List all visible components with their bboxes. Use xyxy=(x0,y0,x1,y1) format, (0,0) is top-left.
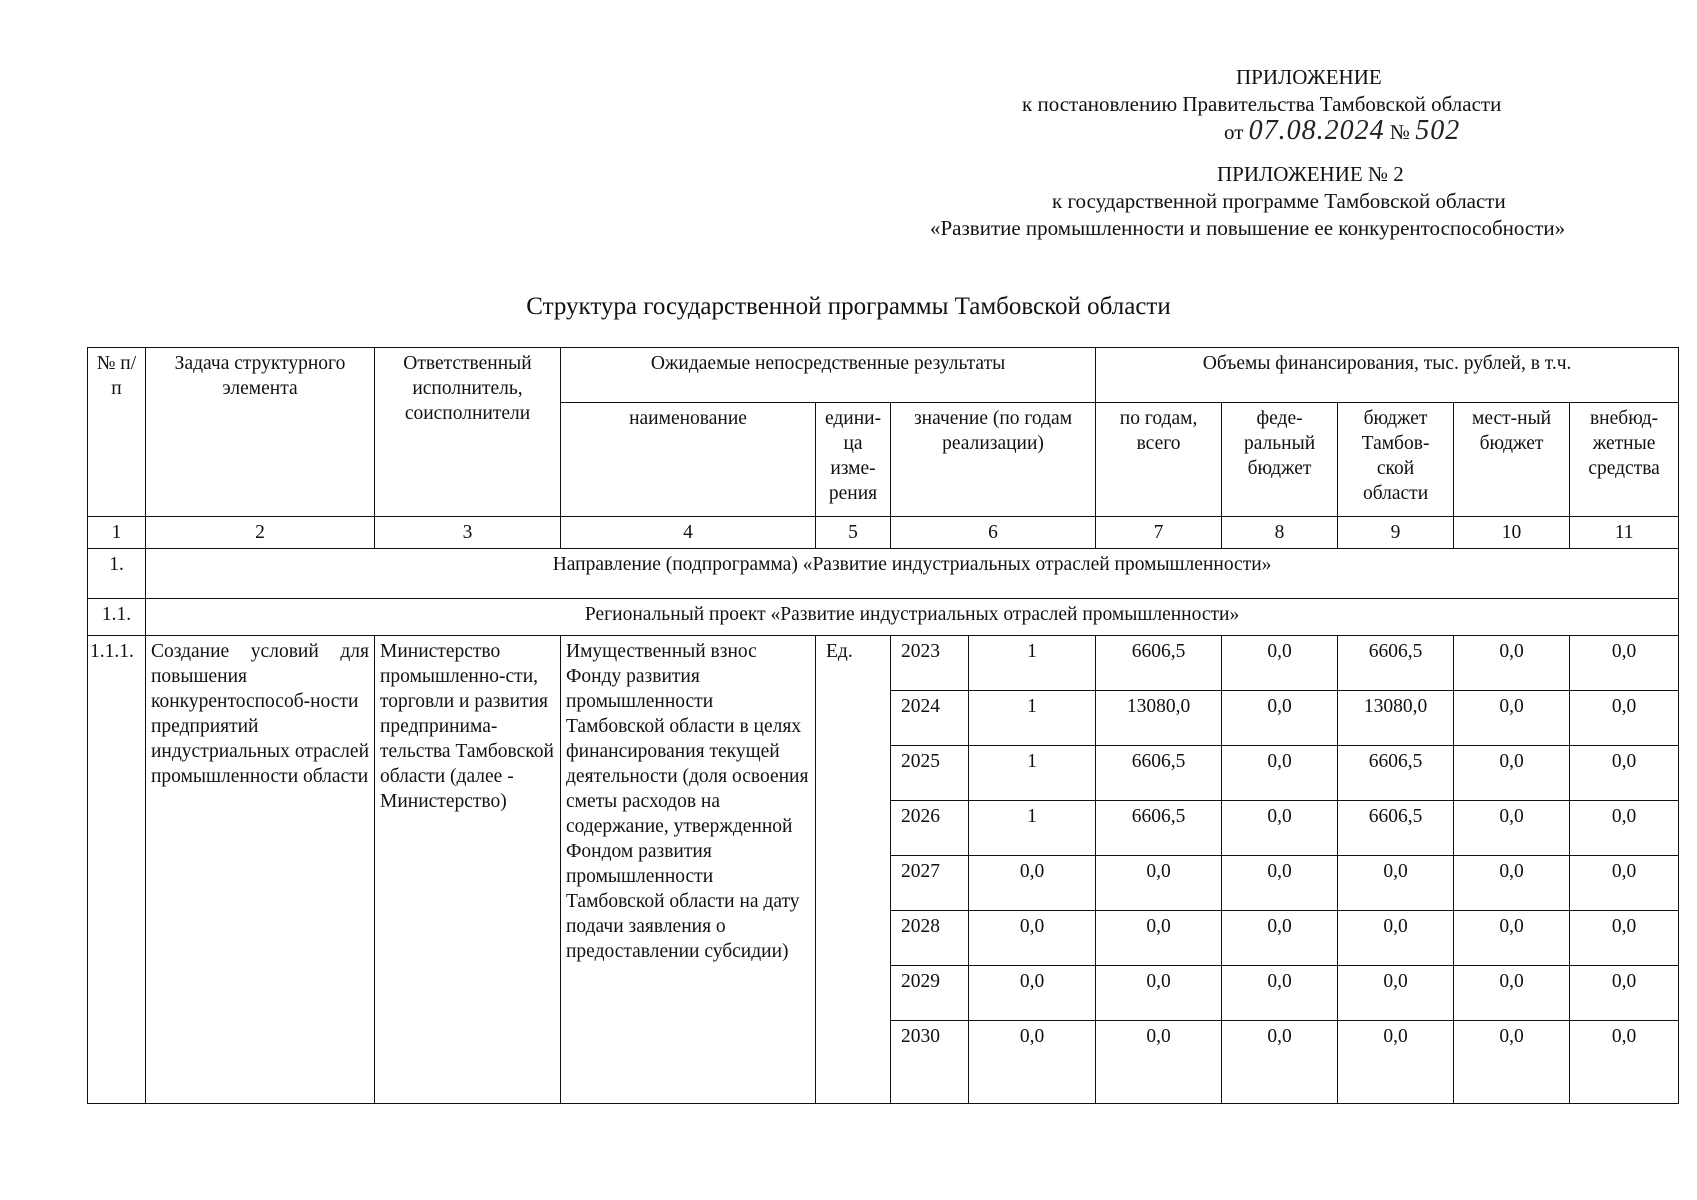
header-by-year: по годам, всего xyxy=(1096,403,1222,517)
program-name: «Развитие промышленности и повышение ее конкурентоспособности» xyxy=(930,216,1566,240)
table-row xyxy=(88,636,1679,691)
total-cell: 6606,5 xyxy=(1096,746,1222,801)
column-number: 1 xyxy=(88,517,146,549)
extra-cell: 0,0 xyxy=(1570,691,1679,746)
extra-cell: 0,0 xyxy=(1570,911,1679,966)
federal-cell: 0,0 xyxy=(1222,856,1338,911)
local-cell: 0,0 xyxy=(1454,856,1570,911)
regional-cell: 0,0 xyxy=(1338,1021,1454,1104)
column-number: 6 xyxy=(891,517,1096,549)
local-cell: 0,0 xyxy=(1454,911,1570,966)
handwritten-date: 07.08.2024 xyxy=(1248,115,1385,146)
column-number: 4 xyxy=(561,517,816,549)
federal-cell: 0,0 xyxy=(1222,801,1338,856)
header-unit: едини-ца изме-рения xyxy=(816,403,891,517)
column-number: 7 xyxy=(1096,517,1222,549)
extra-cell: 0,0 xyxy=(1570,856,1679,911)
subsection-title: Региональный проект «Развитие индустриальных отраслей промышленности» xyxy=(146,599,1679,636)
number-prefix: № xyxy=(1389,120,1410,144)
local-cell: 0,0 xyxy=(1454,1021,1570,1104)
local-cell: 0,0 xyxy=(1454,801,1570,856)
regional-cell: 0,0 xyxy=(1338,856,1454,911)
regional-cell: 0,0 xyxy=(1338,911,1454,966)
value-cell: 1 xyxy=(969,801,1096,856)
header-num: № п/п xyxy=(88,348,146,517)
handwritten-number: 502 xyxy=(1415,115,1461,146)
local-cell: 0,0 xyxy=(1454,966,1570,1021)
column-number: 3 xyxy=(375,517,561,549)
regional-cell: 13080,0 xyxy=(1338,691,1454,746)
total-cell: 0,0 xyxy=(1096,856,1222,911)
appendix-title: ПРИЛОЖЕНИЕ xyxy=(1236,65,1382,89)
year-cell: 2023 xyxy=(891,636,969,691)
column-numbers-row xyxy=(88,517,1679,549)
value-cell: 0,0 xyxy=(969,856,1096,911)
section-num: 1. xyxy=(88,549,146,599)
column-number: 9 xyxy=(1338,517,1454,549)
federal-cell: 0,0 xyxy=(1222,911,1338,966)
item-executor: Министерство промышленно-сти, торговли и развития предпринима-тельства Тамбовской области (далее - Министерство) xyxy=(375,636,561,1104)
value-cell: 1 xyxy=(969,746,1096,801)
year-cell: 2028 xyxy=(891,911,969,966)
header-federal: феде-ральный бюджет xyxy=(1222,403,1338,517)
regional-cell: 6606,5 xyxy=(1338,746,1454,801)
column-number: 5 xyxy=(816,517,891,549)
extra-cell: 0,0 xyxy=(1570,966,1679,1021)
column-number: 10 xyxy=(1454,517,1570,549)
document-title: Структура государственной программы Тамбовской области xyxy=(526,293,1171,320)
value-cell: 0,0 xyxy=(969,1021,1096,1104)
appendix-reference: к постановлению Правительства Тамбовской области xyxy=(1022,92,1502,116)
value-cell: 1 xyxy=(969,691,1096,746)
subsection-row xyxy=(88,599,1679,636)
regional-cell: 6606,5 xyxy=(1338,636,1454,691)
header-financing: Объемы финансирования, тыс. рублей, в т.ч. xyxy=(1096,348,1679,403)
federal-cell: 0,0 xyxy=(1222,691,1338,746)
year-cell: 2025 xyxy=(891,746,969,801)
federal-cell: 0,0 xyxy=(1222,746,1338,801)
header-expected-results: Ожидаемые непосредственные результаты xyxy=(561,348,1096,403)
year-cell: 2027 xyxy=(891,856,969,911)
column-number: 8 xyxy=(1222,517,1338,549)
item-num: 1.1.1. xyxy=(88,636,146,1104)
year-cell: 2029 xyxy=(891,966,969,1021)
header-task: Задача структурного элемента xyxy=(146,348,375,517)
federal-cell: 0,0 xyxy=(1222,1021,1338,1104)
appendix2-reference: к государственной программе Тамбовской области xyxy=(1052,189,1506,213)
header-executor: Ответственный исполнитель, соисполнители xyxy=(375,348,561,517)
year-cell: 2030 xyxy=(891,1021,969,1104)
local-cell: 0,0 xyxy=(1454,746,1570,801)
local-cell: 0,0 xyxy=(1454,636,1570,691)
section-row xyxy=(88,549,1679,599)
appendix-date-line xyxy=(1224,117,1460,146)
subsection-num: 1.1. xyxy=(88,599,146,636)
header-row-1 xyxy=(88,348,1679,403)
section-title: Направление (подпрограмма) «Развитие индустриальных отраслей промышленности» xyxy=(146,549,1679,599)
value-cell: 0,0 xyxy=(969,966,1096,1021)
extra-cell: 0,0 xyxy=(1570,636,1679,691)
total-cell: 0,0 xyxy=(1096,1021,1222,1104)
extra-cell: 0,0 xyxy=(1570,801,1679,856)
item-task: Создание условий для повышения конкурентоспособ-ности предприятий индустриальных отраслей промышленности области xyxy=(146,636,375,1104)
total-cell: 6606,5 xyxy=(1096,636,1222,691)
federal-cell: 0,0 xyxy=(1222,966,1338,1021)
regional-cell: 0,0 xyxy=(1338,966,1454,1021)
local-cell: 0,0 xyxy=(1454,691,1570,746)
total-cell: 13080,0 xyxy=(1096,691,1222,746)
value-cell: 0,0 xyxy=(969,911,1096,966)
appendix2-title: ПРИЛОЖЕНИЕ № 2 xyxy=(1217,162,1404,186)
column-number: 11 xyxy=(1570,517,1679,549)
extra-cell: 0,0 xyxy=(1570,1021,1679,1104)
date-prefix: от xyxy=(1224,120,1244,144)
header-local: мест-ный бюджет xyxy=(1454,403,1570,517)
item-result-name: Имущественный взнос Фонду развития промышленности Тамбовской области в целях финансирования текущей деятельности (доля освоения сметы расходов на содержание, утвержденной Фондом развития промышленности Тамбовской области на дату подачи заявления о предоставлении субсидии) xyxy=(561,636,816,1104)
program-structure-table xyxy=(87,347,1679,1104)
total-cell: 6606,5 xyxy=(1096,801,1222,856)
value-cell: 1 xyxy=(969,636,1096,691)
item-unit: Ед. xyxy=(816,636,891,1104)
extra-cell: 0,0 xyxy=(1570,746,1679,801)
regional-cell: 6606,5 xyxy=(1338,801,1454,856)
header-result-name: наименование xyxy=(561,403,816,517)
header-regional: бюджет Тамбов-ской области xyxy=(1338,403,1454,517)
total-cell: 0,0 xyxy=(1096,966,1222,1021)
year-cell: 2024 xyxy=(891,691,969,746)
column-number: 2 xyxy=(146,517,375,549)
federal-cell: 0,0 xyxy=(1222,636,1338,691)
total-cell: 0,0 xyxy=(1096,911,1222,966)
year-cell: 2026 xyxy=(891,801,969,856)
header-value: значение (по годам реализации) xyxy=(891,403,1096,517)
header-extra: внебюд-жетные средства xyxy=(1570,403,1679,517)
